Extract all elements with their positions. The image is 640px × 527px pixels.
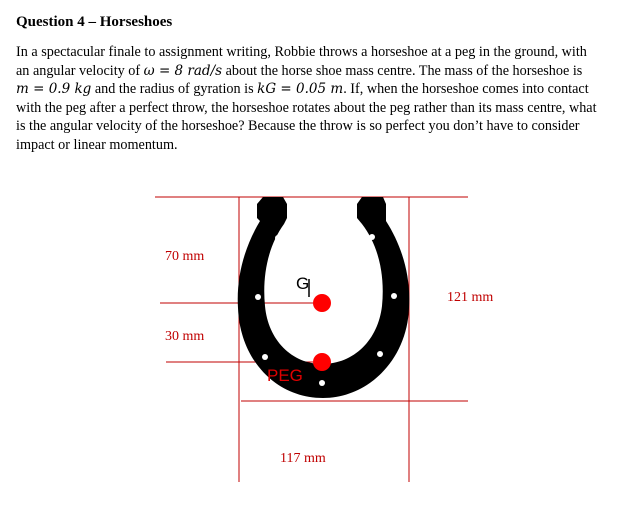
omega-equation: ω = 8 rad/s — [143, 62, 223, 79]
question-title: Question 4 – Horseshoes — [16, 14, 173, 30]
dimension-117mm: 117 mm — [280, 451, 326, 466]
nail-hole — [369, 234, 375, 240]
gyration-equation: kG = 0.05 m — [257, 81, 344, 98]
mass-equation: m = 0.9 kg — [16, 81, 92, 98]
peg-dot — [313, 353, 331, 371]
nail-hole — [391, 293, 397, 299]
text-line-4: with the peg after a perfect throw, the horseshoe rotates about the peg rather than its mass centre, what — [16, 99, 597, 116]
label-g: G — [296, 274, 310, 293]
nail-hole — [275, 235, 281, 241]
text-line-5: is the angular velocity of the horseshoe? Because the throw is so perfect you don’t have to consider — [16, 118, 580, 135]
mass-centre-dot — [313, 294, 331, 312]
dimension-70mm: 70 mm — [165, 249, 205, 264]
nail-hole — [319, 380, 325, 386]
nail-hole — [262, 354, 268, 360]
dimension-121mm: 121 mm — [447, 290, 494, 305]
label-peg: PEG — [267, 366, 303, 385]
nail-hole — [377, 351, 383, 357]
text-line-6: impact or linear momentum. — [16, 136, 178, 153]
text-line-1: In a spectacular finale to assignment writing, Robbie throws a horseshoe at a peg in the ground, with — [16, 44, 587, 60]
text-line-3: m = 0.9 kg and the radius of gyration is kG = 0.05 m. If, when the horseshoe comes into contact — [16, 81, 589, 98]
text-line-2: an angular velocity of ω = 8 rad/s about the horse shoe mass centre. The mass of the horseshoe is — [16, 62, 583, 79]
dimension-30mm: 30 mm — [165, 329, 205, 344]
nail-hole — [255, 294, 261, 300]
